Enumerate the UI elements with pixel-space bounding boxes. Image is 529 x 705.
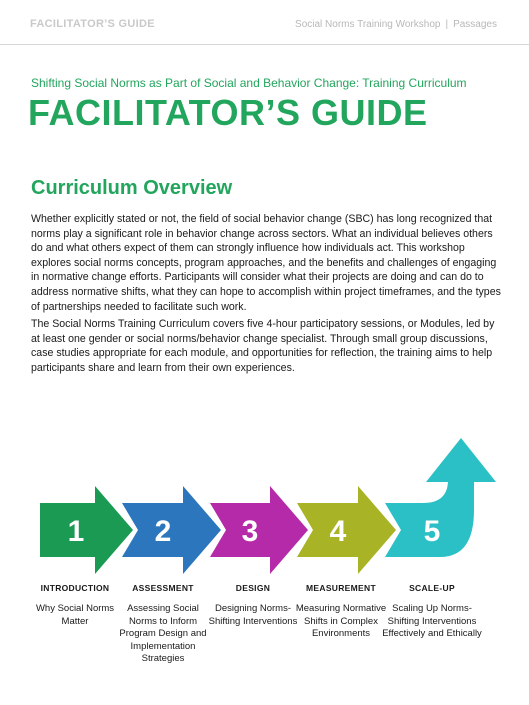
page-header: [0, 0, 529, 45]
modules-arrow-diagram: [0, 430, 529, 580]
module-3-name: DESIGN: [235, 583, 271, 593]
header-document-label: FACILITATOR’S GUIDE: [30, 18, 155, 30]
module-1-arrow: [40, 486, 133, 574]
module-3-description: Designing Norms-Shifting Interventions: [208, 603, 298, 627]
module-2-label: [113, 583, 213, 666]
module-4-number: 4: [329, 515, 347, 548]
module-2-description: Assessing Social Norms to Inform Program Design and Implementation Strategies: [119, 603, 207, 665]
module-1-description: Why Social Norms Matter: [35, 603, 115, 627]
header-section-name: Passages: [453, 19, 497, 30]
header-workshop-title: Social Norms Training Workshop: [295, 19, 441, 30]
module-4-description: Measuring Normative Shifts in Complex Environments: [295, 603, 387, 640]
module-2-arrow: [122, 486, 221, 574]
module-1-name: INTRODUCTION: [40, 583, 110, 593]
module-2-name: ASSESSMENT: [132, 583, 194, 593]
module-1-number: 1: [67, 515, 85, 548]
module-5-name: SCALE-UP: [409, 583, 455, 593]
header-separator: |: [445, 19, 449, 30]
module-1-label: [25, 583, 125, 628]
document-subtitle: Shifting Social Norms as Part of Social and Behavior Change: Training Curriculum: [31, 76, 467, 90]
module-3-number: 3: [241, 515, 259, 548]
header-breadcrumb: [295, 19, 497, 30]
overview-paragraph-1: Whether explicitly stated or not, the field of social behavior change (SBC) has long recognized that norms play a significant role in behavior change across sectors. What an individual believes others do and what others expect of them can strongly influence how individuals act. This workshop explores social norms concepts, program approaches, and the benefits and challenges of engaging in normative change efforts. Participants will consider what their projects are doing and can do to address normative shifts, what they can hope to accomplish within project timeframes, and the types of partnerships needed to facilitate such work.: [31, 213, 501, 313]
module-4-name: MEASUREMENT: [306, 583, 376, 593]
module-4-arrow: [297, 486, 396, 574]
module-5-number: 5: [423, 515, 441, 548]
module-5-label: [382, 583, 482, 641]
module-3-arrow: [210, 486, 308, 574]
module-5-description: Scaling Up Norms-Shifting Interventions Effectively and Ethically: [382, 603, 482, 640]
module-4-label: [291, 583, 391, 641]
module-2-number: 2: [154, 515, 172, 548]
overview-paragraph-2: The Social Norms Training Curriculum covers five 4-hour participatory sessions, or Modules, led by at least one gender or social norms/behavior change specialist. Through small group discussions, case studies appropriate for each module, and opportunities for reflection, the training aims to help participants share and learn from their own experiences.: [31, 318, 495, 374]
module-5-arrow: [385, 438, 496, 557]
module-3-label: [203, 583, 303, 628]
document-title: FACILITATOR’S GUIDE: [28, 92, 428, 133]
section-heading: Curriculum Overview: [31, 177, 233, 199]
